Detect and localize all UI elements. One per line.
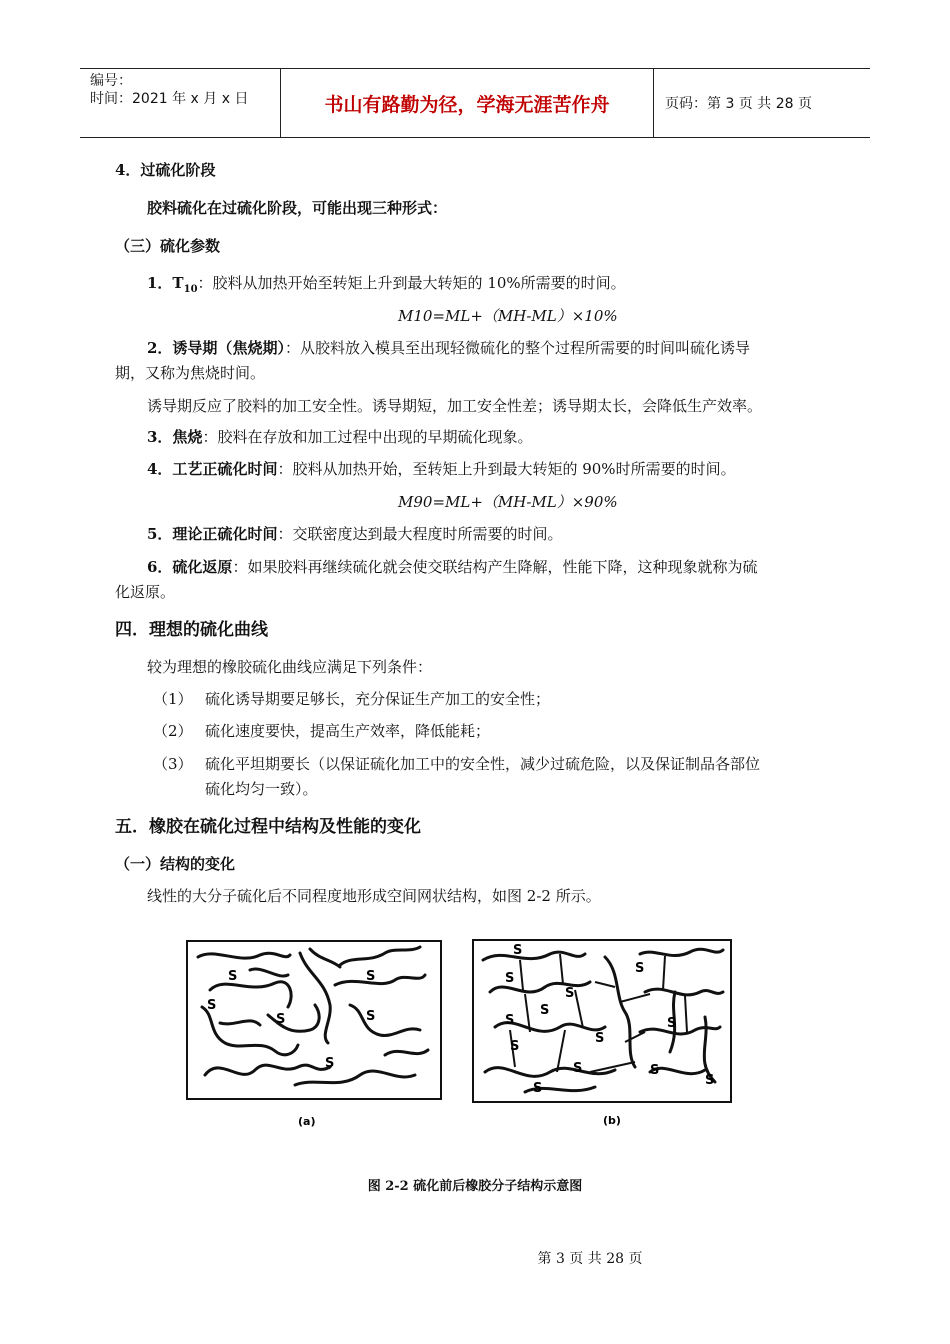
condition-2-num: （2） [153,722,193,740]
param-1 [147,273,626,300]
figure-b-network [465,932,745,1132]
s-mark: S [366,1009,376,1024]
param-1-colon: ： [197,274,213,292]
number-label: 编号： [90,73,132,89]
param-3 [147,427,532,447]
s-mark: S [533,1081,543,1096]
figure-b-label: (b) [603,1114,621,1127]
header-motto: 书山有路勤为径，学海无涯苦作舟 [281,69,654,137]
subsection-1-text: 线性的大分子硫化后不同程度地形成空间网状结构，如图 2-2 所示。 [147,887,601,905]
section-4-intro: 较为理想的橡胶硫化曲线应满足下列条件： [147,658,433,676]
s-mark: S [635,961,645,976]
s-mark: S [505,1013,515,1028]
param-5-label: 5．理论正硫化时间 [147,525,278,543]
param-4 [147,459,736,479]
s-mark: S [228,969,238,984]
equation-m10: M10=ML+（MH-ML）×10% [398,307,618,325]
s-mark: S [705,1073,715,1088]
param-2 [147,338,750,358]
page-footer: 第 3 页 共 28 页 [537,1251,643,1267]
condition-2-text: 硫化速度要快，提高生产效率，降低能耗； [205,722,491,740]
section-5-heading: 五．橡胶在硫化过程中结构及性能的变化 [115,817,421,837]
param-1-text: 胶料从加热开始至转矩上升到最大转矩的 10%所需要的时间。 [212,274,626,292]
param-2-label: 2．诱导期（焦烧期） [147,339,285,357]
s-mark: S [366,969,376,984]
s4-text: 胶料硫化在过硫化阶段，可能出现三种形式： [147,199,448,217]
subsection-1-heading: （一）结构的变化 [115,855,236,873]
s-mark: S [540,1003,550,1018]
param-2-extra: 诱导期反应了胶料的加工安全性。诱导期短，加工安全性差；诱导期太长，会降低生产效率。 [147,397,763,415]
header-page-label: 页码：第 3 页 共 28 页 [665,96,812,112]
header-info-cell [80,69,281,137]
figure-a-linear-chains [180,935,450,1135]
s-mark: S [595,1031,605,1046]
param-2-text: ：从胶料放入模具至出现轻微硫化的整个过程所需要的时间叫硫化诱导 [284,339,750,357]
param-6 [147,557,757,577]
param-2-cont: 期，又称为焦烧时间。 [115,364,266,382]
s-mark: S [667,1016,677,1031]
s4-heading: 4．过硫化阶段 [115,161,216,179]
param-3-label: 3．焦烧 [147,428,203,446]
s-mark: S [276,1012,286,1027]
param-1-sub: 10 [183,284,198,295]
section-4-heading: 四．理想的硫化曲线 [115,620,268,640]
s-mark: S [565,986,575,1001]
figure-a-label: (a) [298,1115,316,1128]
equation-m90: M90=ML+（MH-ML）×90% [398,493,618,511]
condition-1-num: （1） [153,690,193,708]
param-5 [147,524,562,544]
param-6-label: 6．硫化返原 [147,558,233,576]
param-6-cont: 化返原。 [115,583,176,601]
s-mark: S [513,943,523,958]
s-mark: S [650,1063,660,1078]
page-header [80,68,870,138]
condition-3-cont: 硫化均匀一致）。 [205,780,318,798]
param-4-text: ：胶料从加热开始，至转矩上升到最大转矩的 90%时所需要的时间。 [277,460,736,478]
date-label: 时间：2021 年 x 月 x 日 [90,91,249,107]
condition-3-text: 硫化平坦期要长（以保证硫化加工中的安全性，减少过硫危险，以及保证制品各部位 [205,755,761,773]
condition-1-text: 硫化诱导期要足够长，充分保证生产加工的安全性； [205,690,551,708]
param-1-label: 1．T [147,274,184,292]
param-6-text: ：如果胶料再继续硫化就会使交联结构产生降解，性能下降，这种现象就称为硫 [232,558,758,576]
condition-3-num: （3） [153,755,193,773]
params-heading: （三）硫化参数 [115,237,221,255]
s-mark: S [325,1056,335,1071]
figure-caption: 图 2-2 硫化前后橡胶分子结构示意图 [367,1179,583,1194]
param-4-label: 4．工艺正硫化时间 [147,460,278,478]
param-3-text: ：胶料在存放和加工过程中出现的早期硫化现象。 [202,428,533,446]
s-mark: S [505,971,515,986]
s-mark: S [573,1061,583,1076]
s-mark: S [207,998,217,1013]
param-5-text: ：交联密度达到最大程度时所需要的时间。 [277,525,563,543]
s-mark: S [510,1039,520,1054]
